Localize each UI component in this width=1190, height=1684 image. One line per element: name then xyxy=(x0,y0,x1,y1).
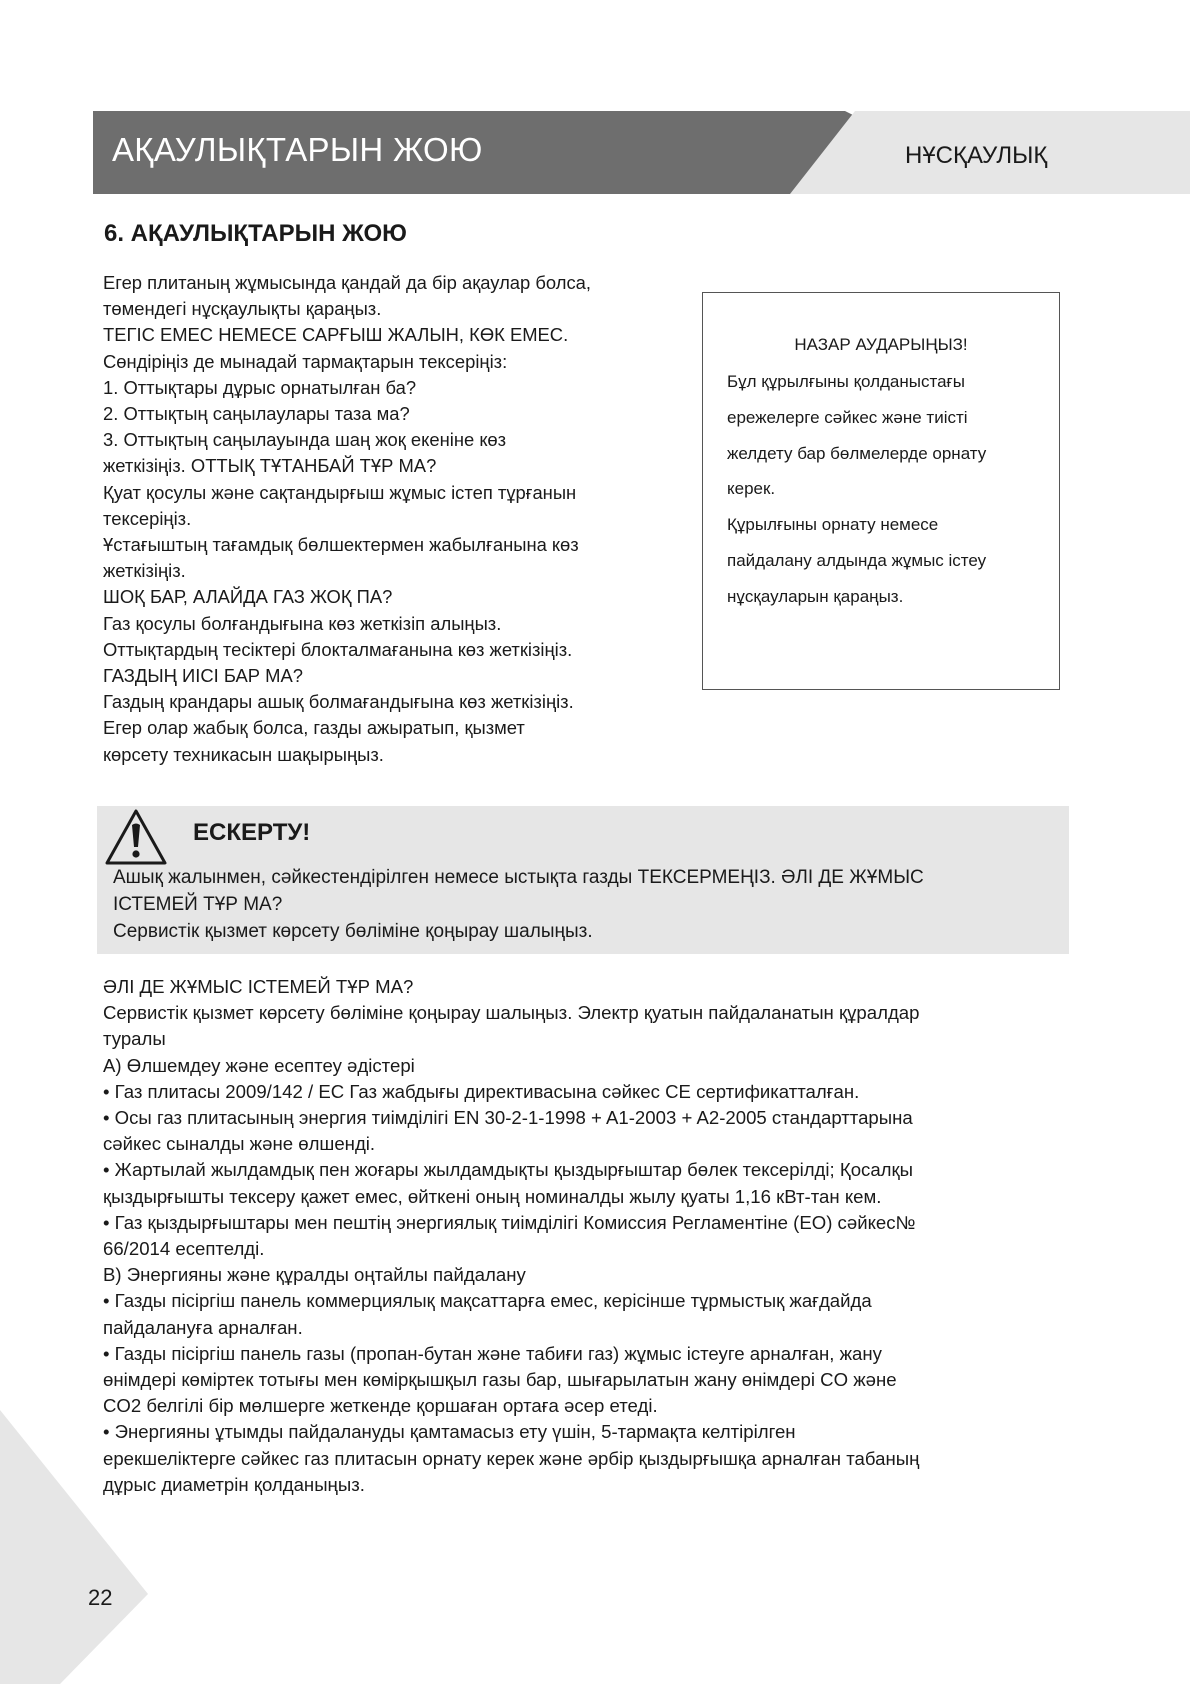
text-line: көрсету техникасын шақырыңыз. xyxy=(103,743,384,765)
text-line: Сервистік қызмет көрсету бөліміне қоңырау шалыңыз. Электр қуатын пайдаланатын құралдар xyxy=(103,1002,920,1024)
text-line: Газ қосулы болғандығына көз жеткізіп алыңыз. xyxy=(103,612,502,634)
text-line: Егер плитаның жұмысында қандай да бір ақаулар болса, xyxy=(103,272,591,293)
text-line: Ұстағыштың тағамдық бөлшектермен жабылғанына көз xyxy=(103,534,579,556)
notice-line: желдету бар бөлмелерде орнату xyxy=(727,443,987,463)
text-line: CO2 белгілі бір мөлшерге жеткенде қоршаған ортаға әсер етеді. xyxy=(103,1395,658,1417)
text-line: сәйкес сыналды және өлшенді. xyxy=(103,1133,376,1155)
warning-title: ЕСКЕРТУ! xyxy=(193,819,311,846)
notice-line: нұсқауларын қараңыз. xyxy=(727,586,904,606)
text-line: Егер олар жабық болса, газды ажыратып, қызмет xyxy=(103,717,525,739)
text-line: 1. Оттықтары дұрыс орнатылған ба? xyxy=(103,376,417,398)
text-line: ТЕГІС ЕМЕС НЕМЕСЕ САРҒЫШ ЖАЛЫН, КӨК ЕМЕС. xyxy=(103,324,569,346)
page-corner-decoration xyxy=(0,1410,160,1684)
text-line: ӘЛІ ДЕ ЖҰМЫС ІСТЕМЕЙ ТҰР МА? xyxy=(103,976,414,997)
text-line: В) Энергияны және құралды оңтайлы пайдалану xyxy=(103,1264,526,1286)
text-line: туралы xyxy=(103,1028,166,1050)
text-line: дұрыс диаметрін қолданыңыз. xyxy=(103,1473,365,1495)
warning-body xyxy=(113,864,1053,945)
text-line: 3. Оттықтың саңылауында шаң жоқ екеніне көз xyxy=(103,429,507,451)
page-header-title: АҚАУЛЫҚТАРЫН ЖОЮ xyxy=(112,131,483,168)
text-line: қыздырғышты тексеру қажет емес, өйткені оның номиналды жылу қуаты 1,16 кВт-тан кем. xyxy=(103,1185,882,1207)
notice-title: НАЗАР АУДАРЫҢЫЗ! xyxy=(794,335,968,354)
text-line: ерекшеліктерге сәйкес газ плитасын орнату керек және әрбір қыздырғышқа арналған табаның xyxy=(103,1447,920,1469)
section-heading: 6. АҚАУЛЫҚТАРЫН ЖОЮ xyxy=(104,220,407,247)
text-line: • Газды пісіргіш панель газы (пропан-бутан және табиғи газ) жұмыс істеуге арналған, жану xyxy=(103,1342,882,1364)
text-line: • Энергияны ұтымды пайдалануды қамтамасыз ету үшін, 5-тармақта келтірілген xyxy=(103,1421,796,1443)
text-line: Оттықтардың тесіктері блокталмағанына көз жеткізіңіз. xyxy=(103,638,573,660)
text-line: • Газ қыздырғыштары мен пештің энергиялық тиімділігі Комиссия Регламентіне (ЕО) сәйкес№ xyxy=(103,1211,916,1233)
warning-line: ІСТЕМЕЙ ТҰР МА? xyxy=(113,894,283,915)
text-line: ШОҚ БАР, АЛАЙДА ГАЗ ЖОҚ ПА? xyxy=(103,586,393,608)
text-line: • Жартылай жылдамдық пен жоғары жылдамдықты қыздырғыштар бөлек тексерілді; Қосалқы xyxy=(103,1159,914,1181)
warning-line: Ашық жалынмен, сәйкестендірілген немесе ыстықта газды ТЕКСЕРМЕҢІЗ. ӘЛІ ДЕ ЖҰМЫС xyxy=(113,867,924,888)
text-line: 66/2014 есептелді. xyxy=(103,1238,265,1260)
notice-line: Құрылғыны орнату немесе xyxy=(727,515,939,535)
text-line: Қуат қосулы және сақтандырғыш жұмыс істеп тұрғанын xyxy=(103,481,577,503)
notice-line: пайдалану алдында жұмыс істеу xyxy=(727,550,987,570)
warning-triangle-icon xyxy=(104,808,168,866)
text-line: • Газды пісіргіш панель коммерциялық мақсаттарға емес, керісінше тұрмыстық жағдайда xyxy=(103,1290,872,1312)
notice-line: ережелерге сәйкес және тиісті xyxy=(727,407,968,427)
energy-info-text xyxy=(103,974,1063,1498)
text-line: ГАЗДЫҢ ИІСІ БАР МА? xyxy=(103,665,303,687)
notice-line: Бұл құрылғыны қолданыстағы xyxy=(727,372,965,391)
warning-line: Сервистік қызмет көрсету бөліміне қоңырау шалыңыз. xyxy=(113,921,593,942)
text-line: Сөндіріңіз де мынадай тармақтарын тексеріңіз: xyxy=(103,350,508,372)
text-line: • Осы газ плитасының энергия тиімділігі EN 30-2-1-1998 + A1-2003 + A2-2005 стандарттарына xyxy=(103,1107,913,1129)
text-line: 2. Оттықтың саңылаулары таза ма? xyxy=(103,403,410,425)
troubleshooting-text xyxy=(103,270,683,768)
page-number: 22 xyxy=(88,1585,113,1610)
notice-line: керек. xyxy=(727,479,776,499)
text-line: А) Өлшемдеу және есептеу әдістері xyxy=(103,1054,415,1076)
text-line: • Газ плитасы 2009/142 / EC Газ жабдығы директивасына сәйкес CE сертификатталған. xyxy=(103,1080,860,1102)
text-line: жеткізіңіз. ОТТЫҚ ТҰТАНБАЙ ТҰР МА? xyxy=(103,455,437,477)
notice-body xyxy=(727,364,1057,615)
text-line: пайдалануға арналған. xyxy=(103,1316,303,1338)
text-line: жеткізіңіз. xyxy=(103,560,186,582)
header-tab-label: НҰСҚАУЛЫҚ xyxy=(905,142,1048,169)
text-line: төмендегі нұсқаулықты қараңыз. xyxy=(103,298,382,320)
text-line: өнімдері көміртек тотығы мен көмірқышқыл газы бар, шығарылатын жану өнімдері CO және xyxy=(103,1369,897,1391)
text-line: тексеріңіз. xyxy=(103,507,192,529)
text-line: Газдың крандары ашық болмағандығына көз жеткізіңіз. xyxy=(103,691,574,713)
